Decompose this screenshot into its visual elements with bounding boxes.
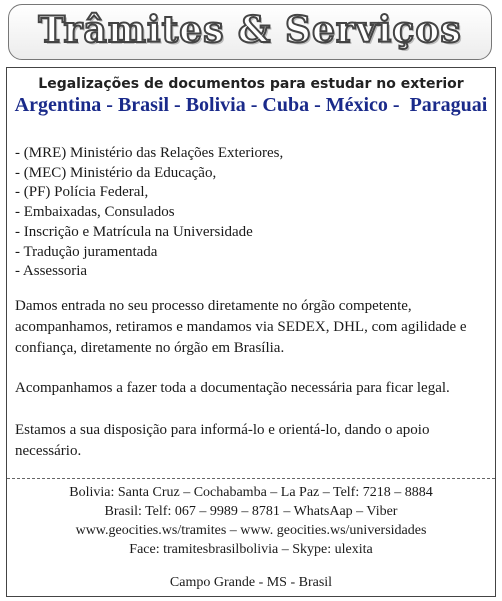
contact-social: Face: tramitesbrasilbolivia – Skype: ulexita xyxy=(129,542,373,557)
contact-bolivia: Bolivia: Santa Cruz – Cochabamba – La Paz – Telf: 7218 – 8884 xyxy=(69,485,433,500)
content-box xyxy=(6,67,496,597)
countries-line: Argentina - Brasil - Bolivia - Cuba - México - Paraguai xyxy=(14,94,488,116)
list-item: - Assessoria xyxy=(15,263,88,280)
list-item: - (MRE) Ministério das Relações Exteriores, xyxy=(15,145,284,161)
contact-footer xyxy=(7,483,495,559)
contact-websites: www.geocities.ws/tramites – www. geocities.ws/universidades xyxy=(75,523,427,538)
list-item: - Embaixadas, Consulados xyxy=(15,204,175,221)
paragraph-documentation: Acompanhamos a fazer toda a documentação necessária para ficar legal. xyxy=(15,380,450,396)
page-title: Trâmites & Serviços xyxy=(38,9,462,51)
list-item: - (PF) Polícia Federal, xyxy=(15,184,149,201)
list-item: - Tradução juramentada xyxy=(15,243,158,260)
paragraph-process: Damos entrada no seu processo diretamente no órgão competente, acompanhamos, retiramos e mandamos via SEDEX, DHL, com agilidade e confiança, diretamente no órgão em Brasília. xyxy=(15,298,467,356)
list-item: - Inscrição e Matrícula na Universidade xyxy=(15,223,253,240)
header-banner xyxy=(8,4,492,60)
subtitle: Legalizações de documentos para estudar no exterior xyxy=(38,76,464,92)
dashed-divider xyxy=(7,478,495,479)
list-item: - (MEC) Ministério da Educação, xyxy=(15,164,217,181)
contact-brasil: Brasil: Telf: 067 – 9989 – 8781 – WhatsAap – Viber xyxy=(104,504,398,519)
paragraph-support: Estamos a sua disposição para informá-lo e orientá-lo, dando o apoio necessário. xyxy=(15,422,430,459)
services-list xyxy=(15,144,283,282)
footer-city: Campo Grande - MS - Brasil xyxy=(169,575,333,590)
